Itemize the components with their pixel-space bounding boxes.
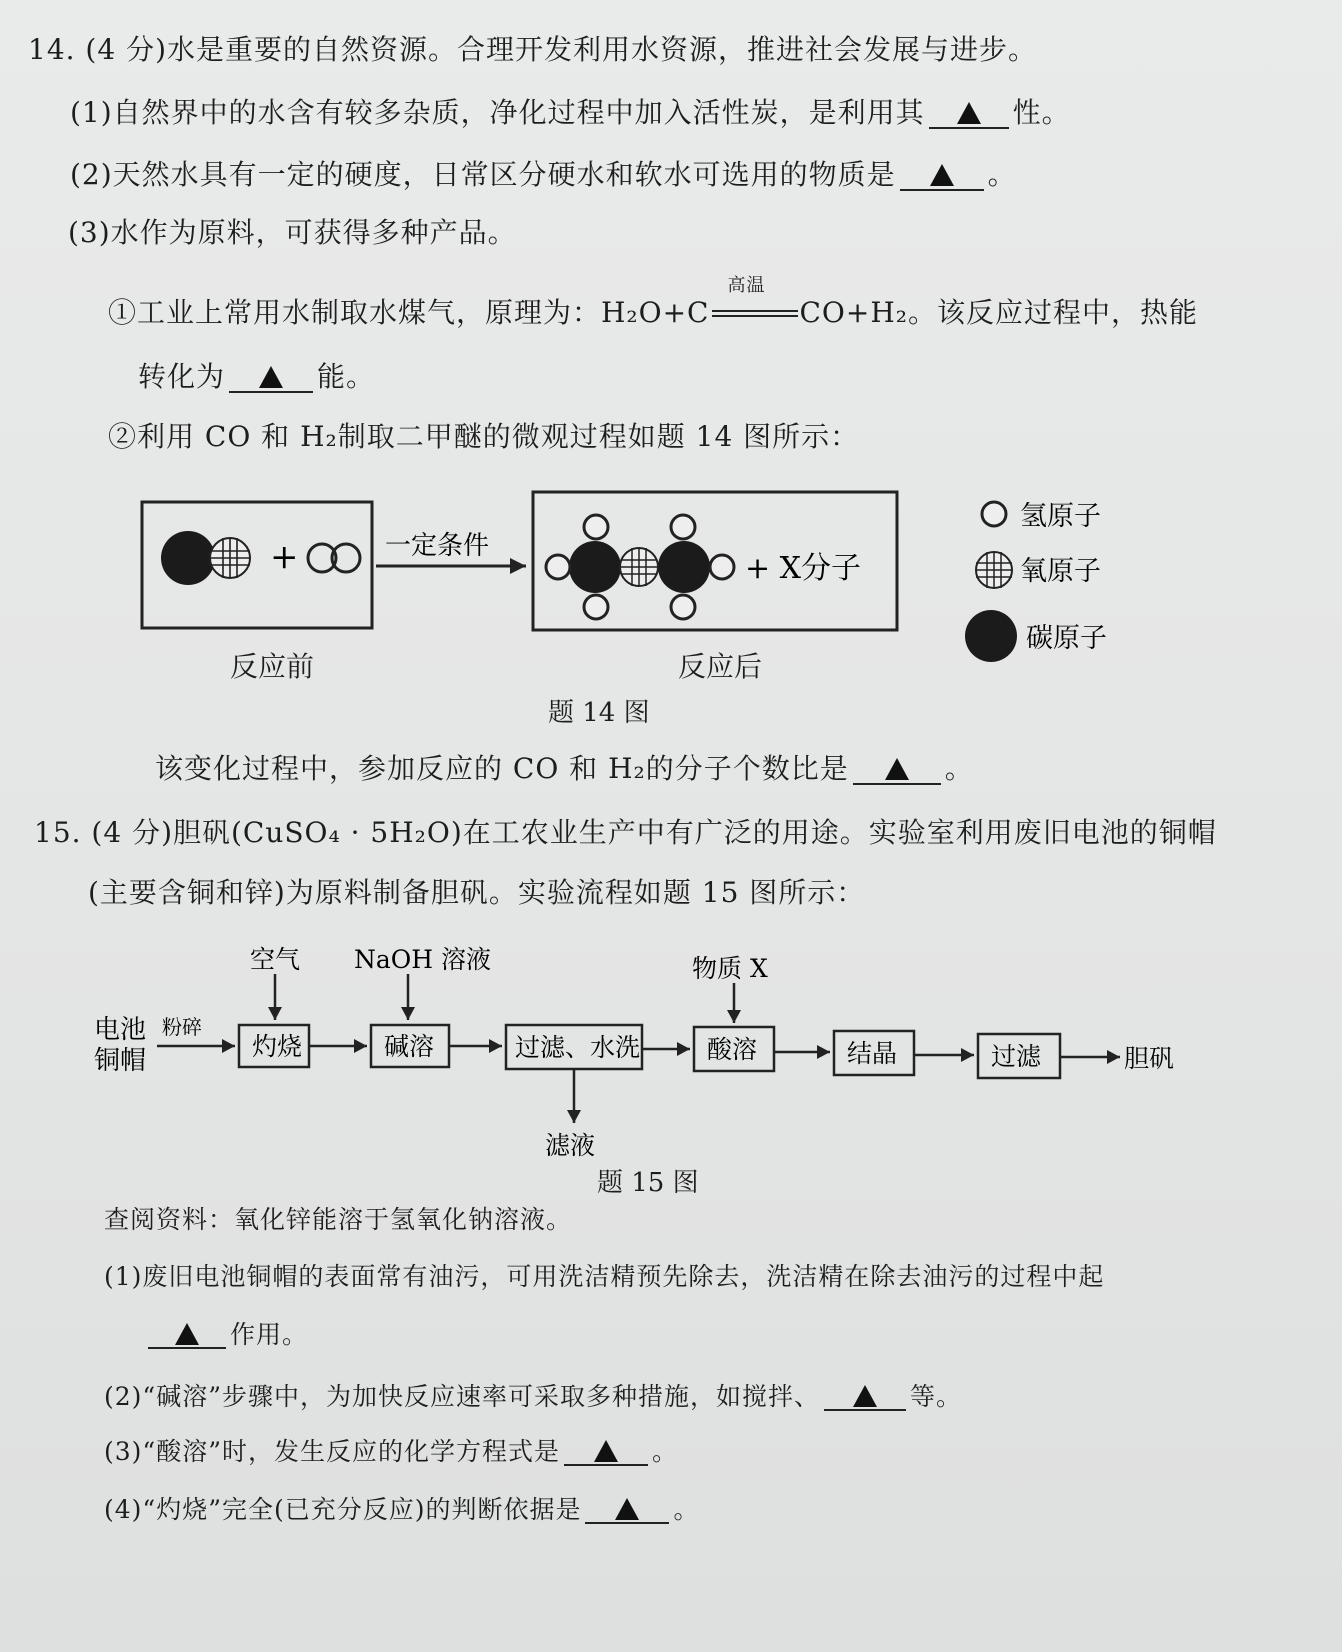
before-plus-sign: +	[270, 537, 299, 577]
reference-note: 查阅资料：氧化锌能溶于氢氧化钠溶液。	[104, 1205, 573, 1234]
question-15-part-3-text: (3)“酸溶”时，发生反应的化学方程式是	[104, 1437, 560, 1466]
answer-blank	[564, 1439, 648, 1466]
roast-label: 灼烧	[252, 1032, 303, 1061]
hydrogen-atom-icon	[584, 515, 608, 539]
hydrogen-atom-icon	[671, 595, 695, 619]
flow-arrow-icon	[961, 1048, 974, 1062]
question-14-ratio	[155, 752, 974, 786]
figure-14	[140, 490, 1300, 740]
answer-triangle-icon	[930, 164, 954, 186]
question-15-part-1-tail: 作用。	[230, 1320, 309, 1349]
reaction-arrow-head-icon	[510, 558, 526, 574]
high-temperature-label: 高温	[727, 274, 766, 296]
hydrogen-atom-icon	[584, 595, 608, 619]
answer-triangle-icon	[175, 1323, 199, 1345]
hydrogen-atom-icon	[710, 555, 734, 579]
naoh-solution-label: NaOH 溶液	[354, 945, 492, 974]
question-15-part-1: (1)废旧电池铜帽的表面常有油污，可用洗洁精预先除去，洗洁精在除去油污的过程中起	[104, 1262, 1105, 1291]
hydrogen-atom-icon	[546, 555, 570, 579]
ratio-tail: 。	[944, 752, 974, 785]
flow-arrow-icon	[1107, 1050, 1120, 1064]
legend-hydrogen-icon	[982, 502, 1006, 526]
oxygen-atom-icon	[210, 538, 250, 578]
question-15-header: 15. (4 分)胆矾(CuSO₄ · 5H₂O)在工农业生产中有广泛的用途。实验室利用废旧电池的铜帽	[34, 816, 1217, 849]
question-14-part-3-1	[108, 274, 1198, 330]
reaction-condition-label: 一定条件	[385, 531, 490, 561]
question-14-part-3-2: ②利用 CO 和 H₂制取二甲醚的微观过程如题 14 图所示：	[108, 420, 860, 453]
naoh-arrow-icon	[401, 1007, 415, 1020]
legend-carbon-label: 碳原子	[1026, 623, 1107, 654]
question-15-header-line2: (主要含铜和锌)为原料制备胆矾。实验流程如题 15 图所示：	[88, 876, 866, 909]
equation-line-top	[712, 310, 798, 312]
air-arrow-icon	[268, 1007, 282, 1020]
hydrogen-atom-icon	[671, 515, 695, 539]
after-reaction-label: 反应后	[678, 650, 763, 683]
legend-carbon-icon	[965, 610, 1017, 662]
question-14-header: 14. (4 分)水是重要的自然资源。合理开发利用水资源，推进社会发展与进步。	[28, 33, 1037, 66]
answer-blank	[929, 99, 1009, 129]
flow-arrow-icon	[354, 1039, 367, 1053]
question-14-part-1	[70, 96, 1071, 130]
battery-label: 电池	[94, 1015, 147, 1045]
substance-x-label: 物质 X	[692, 954, 768, 983]
question-15-part-3-tail: 。	[651, 1437, 678, 1466]
equation-condition-mark	[712, 274, 798, 327]
answer-triangle-icon	[259, 366, 283, 388]
oxygen-atom-icon	[620, 548, 658, 586]
answer-blank	[585, 1497, 669, 1524]
equation-right: CO+H₂。该反应过程中，热能	[799, 296, 1198, 329]
crystallize-label: 结晶	[847, 1039, 898, 1068]
question-15-part-3	[104, 1437, 678, 1467]
answer-triangle-icon	[957, 102, 981, 124]
x-molecule-label: + X分子	[745, 551, 862, 586]
figure-14-caption: 题 14 图	[548, 698, 650, 728]
question-14-part-2	[70, 158, 1017, 192]
answer-triangle-icon	[615, 1498, 639, 1520]
flow-arrow-icon	[489, 1039, 502, 1053]
question-15-part-4-text: (4)“灼烧”完全(已充分反应)的判断依据是	[104, 1495, 582, 1524]
product-label: 胆矾	[1124, 1044, 1175, 1073]
equation-line-bottom	[712, 315, 798, 317]
question-15-part-1-line2	[144, 1320, 308, 1350]
filter-label: 过滤	[991, 1042, 1042, 1071]
before-reaction-label: 反应前	[230, 650, 315, 683]
answer-blank	[229, 363, 313, 393]
filtrate-label: 滤液	[545, 1131, 596, 1160]
question-15-part-4-tail: 。	[673, 1495, 700, 1524]
ratio-text: 该变化过程中，参加反应的 CO 和 H₂的分子个数比是	[155, 752, 849, 785]
energy-conversion-tail: 能。	[317, 360, 376, 393]
crush-label: 粉碎	[162, 1015, 202, 1039]
substance-x-arrow-icon	[727, 1010, 741, 1023]
question-14-part-3-1-line2	[138, 360, 375, 394]
answer-triangle-icon	[594, 1440, 618, 1462]
question-15-part-2	[104, 1382, 962, 1412]
question-14-part-2-tail: 。	[987, 158, 1017, 191]
copper-cap-label: 铜帽	[94, 1046, 147, 1076]
legend-oxygen-label: 氧原子	[1020, 556, 1101, 587]
answer-blank	[824, 1384, 906, 1411]
question-14-part-1-tail: 性。	[1012, 96, 1071, 129]
flow-arrow-icon	[677, 1042, 690, 1056]
filter-wash-label: 过滤、水洗	[515, 1033, 641, 1062]
figure-15-caption: 题 15 图	[597, 1168, 699, 1198]
legend-oxygen-icon	[976, 552, 1012, 588]
answer-blank	[900, 161, 984, 191]
legend-hydrogen-label: 氢原子	[1020, 501, 1101, 532]
question-14-part-3: (3)水作为原料，可获得多种产品。	[68, 216, 517, 249]
carbon-atom-icon	[161, 531, 215, 585]
air-label: 空气	[250, 945, 301, 974]
question-14-part-1-text: (1)自然界中的水含有较多杂质，净化过程中加入活性炭，是利用其	[70, 96, 925, 129]
flow-arrow-icon	[222, 1039, 235, 1053]
flow-arrow-icon	[817, 1045, 830, 1059]
answer-triangle-icon	[885, 758, 909, 780]
answer-blank	[853, 755, 941, 785]
alkali-dissolve-label: 碱溶	[384, 1032, 435, 1061]
acid-dissolve-label: 酸溶	[707, 1035, 758, 1064]
carbon-atom-icon	[569, 541, 621, 593]
energy-conversion-text: 转化为	[138, 360, 226, 393]
question-15-part-2-tail: 等。	[909, 1382, 962, 1411]
question-15-part-4	[104, 1495, 700, 1525]
carbon-atom-icon	[658, 541, 710, 593]
filtrate-arrow-icon	[567, 1110, 581, 1123]
question-14-part-2-text: (2)天然水具有一定的硬度，日常区分硬水和软水可选用的物质是	[70, 158, 896, 191]
question-15-part-2-text: (2)“碱溶”步骤中，为加快反应速率可采取多种措施，如搅拌、	[104, 1382, 820, 1411]
equation-left: ①工业上常用水制取水煤气，原理为：H₂O+C	[108, 296, 710, 329]
answer-triangle-icon	[853, 1385, 877, 1407]
answer-blank	[148, 1322, 226, 1349]
